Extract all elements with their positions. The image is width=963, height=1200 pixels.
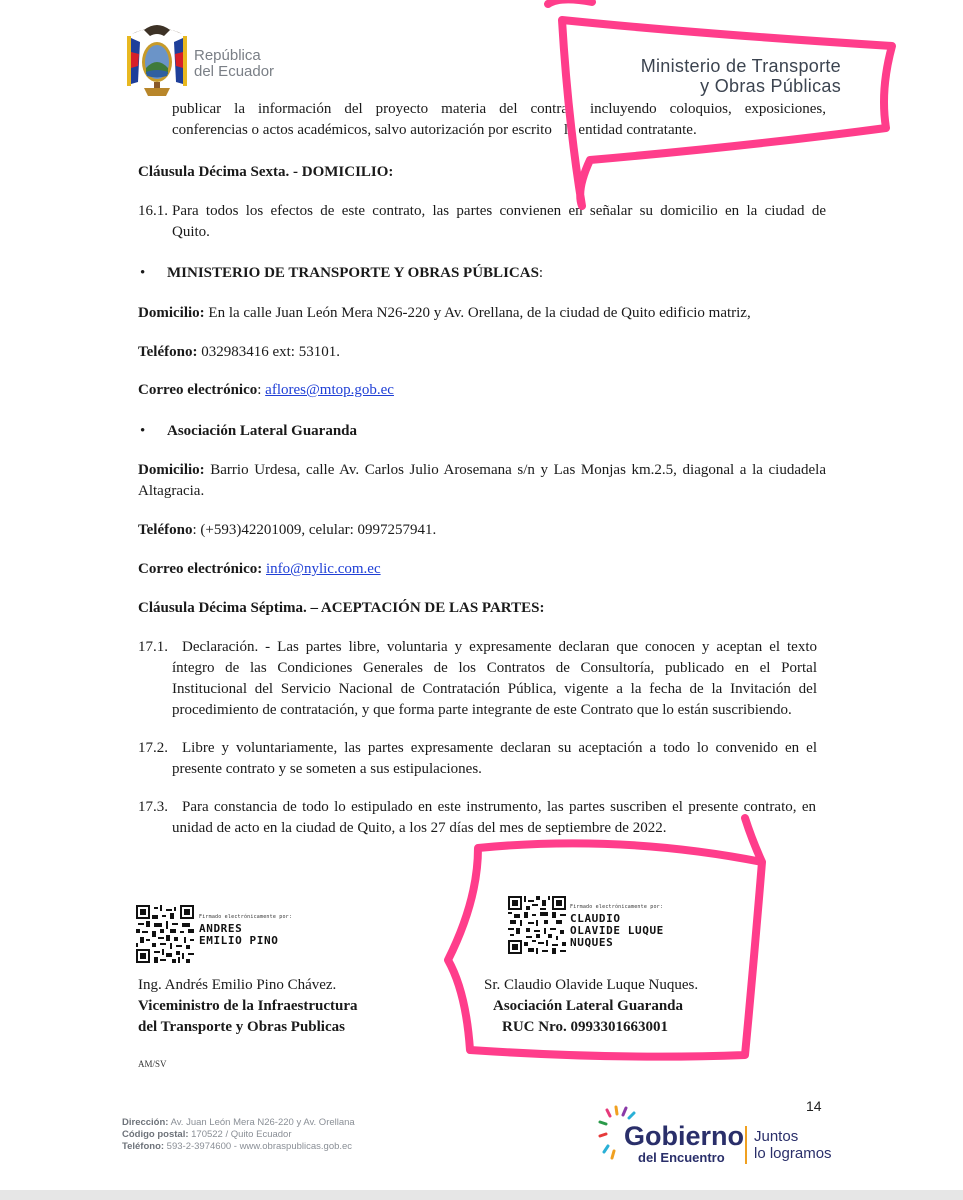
left-signatory-title: Viceministro de la Infraestructura del Transporte y Obras Publicas: [138, 998, 358, 1035]
footer-codigo-postal: Código postal: 170522 / Quito Ecuador: [122, 1129, 292, 1140]
right-signer-name: CLAUDIO OLAVIDE LUQUE NUQUES: [570, 912, 664, 949]
clause-17-title: Cláusula Décima Séptima. – ACEPTACIÓN DE LAS PARTES:: [138, 600, 545, 616]
footer-direccion: Dirección: Av. Juan León Mera N26-220 y Av. Orellana: [122, 1117, 355, 1128]
party-1-email-link[interactable]: aflores@mtop.gob.ec: [265, 382, 394, 398]
clause-17-2-continuation: presente contrato y se someten a sus estipulaciones.: [172, 761, 482, 777]
intro-line-2: conferencias o actos académicos, salvo autorización por escrito la entidad contratante.: [172, 122, 697, 138]
party-1-name: MINISTERIO DE TRANSPORTE Y OBRAS PÚBLICAS:: [167, 265, 544, 281]
clause-16-1-text: Para todos los efectos de este contrato, las partes convienen en señalar su domicilio en la ciudad de Quito.: [172, 203, 826, 240]
pink-arc-top: [548, 0, 592, 4]
clause-17-2-number: 17.2.: [138, 740, 168, 756]
left-signed-electronically-label: Firmado electrónicamente por:: [199, 914, 293, 920]
right-signatory-org: Asociación Lateral Guaranda: [493, 998, 683, 1014]
ministry-line-2: y Obras Públicas: [700, 76, 841, 96]
left-signer-name: ANDRES EMILIO PINO: [199, 922, 279, 947]
clause-17-1-number: 17.1.: [138, 639, 168, 655]
left-signatory-name: Ing. Andrés Emilio Pino Chávez.: [138, 977, 337, 993]
clause-17-3-text: Para constancia de todo lo estipulado en este instrumento, las partes suscriben el presente contrato, en: [182, 799, 816, 815]
clause-17-1-text: Declaración. - Las partes libre, voluntaria y expresamente declaran que conocen y aceptan el texto: [182, 639, 817, 655]
right-signatory-ruc: RUC Nro. 0993301663001: [502, 1019, 668, 1035]
ministry-line-1: Ministerio de Transporte: [640, 56, 841, 76]
right-signed-electronically-label: Firmado electrónicamente por:: [570, 904, 664, 910]
bullet-icon: •: [140, 423, 146, 439]
clause-16-title: Cláusula Décima Sexta. - DOMICILIO:: [138, 164, 394, 180]
bullet-icon: •: [140, 265, 146, 281]
party-1-email-row: Correo electrónico: aflores@mtop.gob.ec: [138, 382, 394, 398]
pink-box-bottom-right: [448, 818, 762, 1057]
clause-17-2-text: Libre y voluntariamente, las partes expresamente declaran su aceptación a todo lo convenido en el: [182, 740, 817, 756]
party-2-email-link[interactable]: info@nylic.com.ec: [266, 561, 381, 577]
page-number: 14: [806, 1098, 822, 1114]
party-2-domicilio: Domicilio: Barrio Urdesa, calle Av. Carlos Julio Arosemana s/n y Las Monjas km.2.5, diagonal a la ciudadela Altagracia.: [138, 462, 826, 499]
republica-line: República: [194, 47, 261, 64]
footer-telefono: Teléfono: 593-2-3974600 - www.obraspublicas.gob.ec: [122, 1141, 353, 1152]
initials: AM/SV: [138, 1059, 167, 1069]
right-signatory-name: Sr. Claudio Olavide Luque Nuques.: [484, 977, 699, 993]
clause-16-1-number: 16.1.: [138, 203, 168, 219]
clause-17-1-continuation: íntegro de las Condiciones Generales de los Contratos de Consultoría, publicado en el Portal Institucional del Servicio Nacional de Contratación Pública, vigente a la fecha de la Invitación del procedimiento de contratación, y que forma parte integrante de este Contrato que lo están suscribiendo.: [172, 660, 817, 718]
gobierno-logo-text: Gobierno del Encuentro: [624, 1121, 744, 1165]
party-2-telefono: Teléfono: (+593)42201009, celular: 0997257941.: [138, 522, 437, 538]
pink-box-top-right: [562, 20, 892, 206]
scan-bottom-edge: [0, 1190, 963, 1200]
clause-17-3-number: 17.3.: [138, 799, 168, 815]
clause-17-3-continuation: unidad de acto en la ciudad de Quito, a los 27 días del mes de septiembre de 2022.: [172, 820, 667, 836]
juntos-lo-logramos-text: Juntos lo logramos: [754, 1128, 832, 1162]
party-1-telefono: Teléfono: 032983416 ext: 53101.: [138, 344, 340, 360]
party-1-domicilio: Domicilio: En la calle Juan León Mera N26-220 y Av. Orellana, de la ciudad de Quito edificio matriz,: [138, 305, 751, 321]
intro-line-1: publicar la información del proyecto materia del contra incluyendo coloquios, exposiciones,: [172, 101, 827, 117]
party-2-email-row: Correo electrónico: info@nylic.com.ec: [138, 561, 381, 577]
del-ecuador-line: del Ecuador: [194, 63, 275, 80]
party-2-name: Asociación Lateral Guaranda: [167, 423, 357, 439]
